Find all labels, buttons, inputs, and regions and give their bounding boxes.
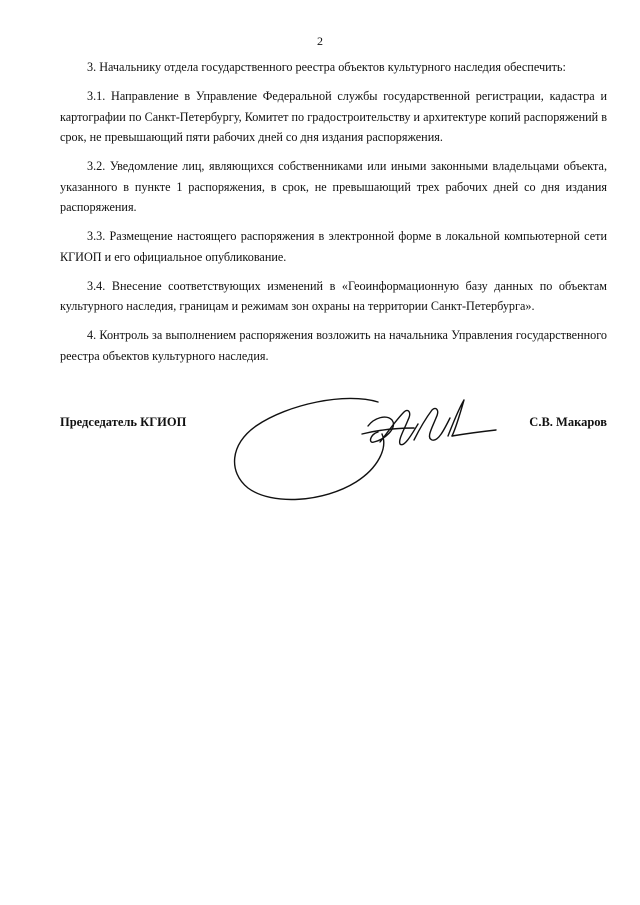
paragraph-4: 4. Контроль за выполнением распоряжения возложить на начальника Управления государственного реестра объектов культурного наследия.	[60, 328, 607, 363]
paragraph-3-3: 3.3. Размещение настоящего распоряжения в электронной форме в локальной компьютерной сети КГИОП и его официальное опубликование.	[60, 229, 607, 264]
document-body	[60, 57, 607, 375]
paragraph-3-1: 3.1. Направление в Управление Федеральной службы государственной регистрации, кадастра и картографии по Санкт-Петербургу, Комитет по градостроительству и архитектуре копий распоряжений в срок, не превышающий пяти рабочих дней со дня издания распоряжения.	[60, 89, 607, 144]
handwritten-signature	[228, 390, 508, 520]
signatory-title: Председатель КГИОП	[60, 415, 187, 429]
signatory-name: С.В. Макаров	[529, 415, 607, 429]
paragraph-3-4: 3.4. Внесение соответствующих изменений в «Геоинформационную базу данных по объектам культурного наследия, границам и режимам зон охраны на территории Санкт-Петербурга».	[60, 278, 607, 313]
page-number: 2	[317, 34, 323, 48]
paragraph-3: 3. Начальнику отдела государственного реестра объектов культурного наследия обеспечить:	[87, 60, 566, 74]
paragraph-3-2: 3.2. Уведомление лиц, являющихся собственниками или иными законными владельцами объекта, указанного в пункте 1 распоряжения, в срок, не превышающий трех рабочих дней со дня издания распоряжения.	[60, 159, 607, 214]
